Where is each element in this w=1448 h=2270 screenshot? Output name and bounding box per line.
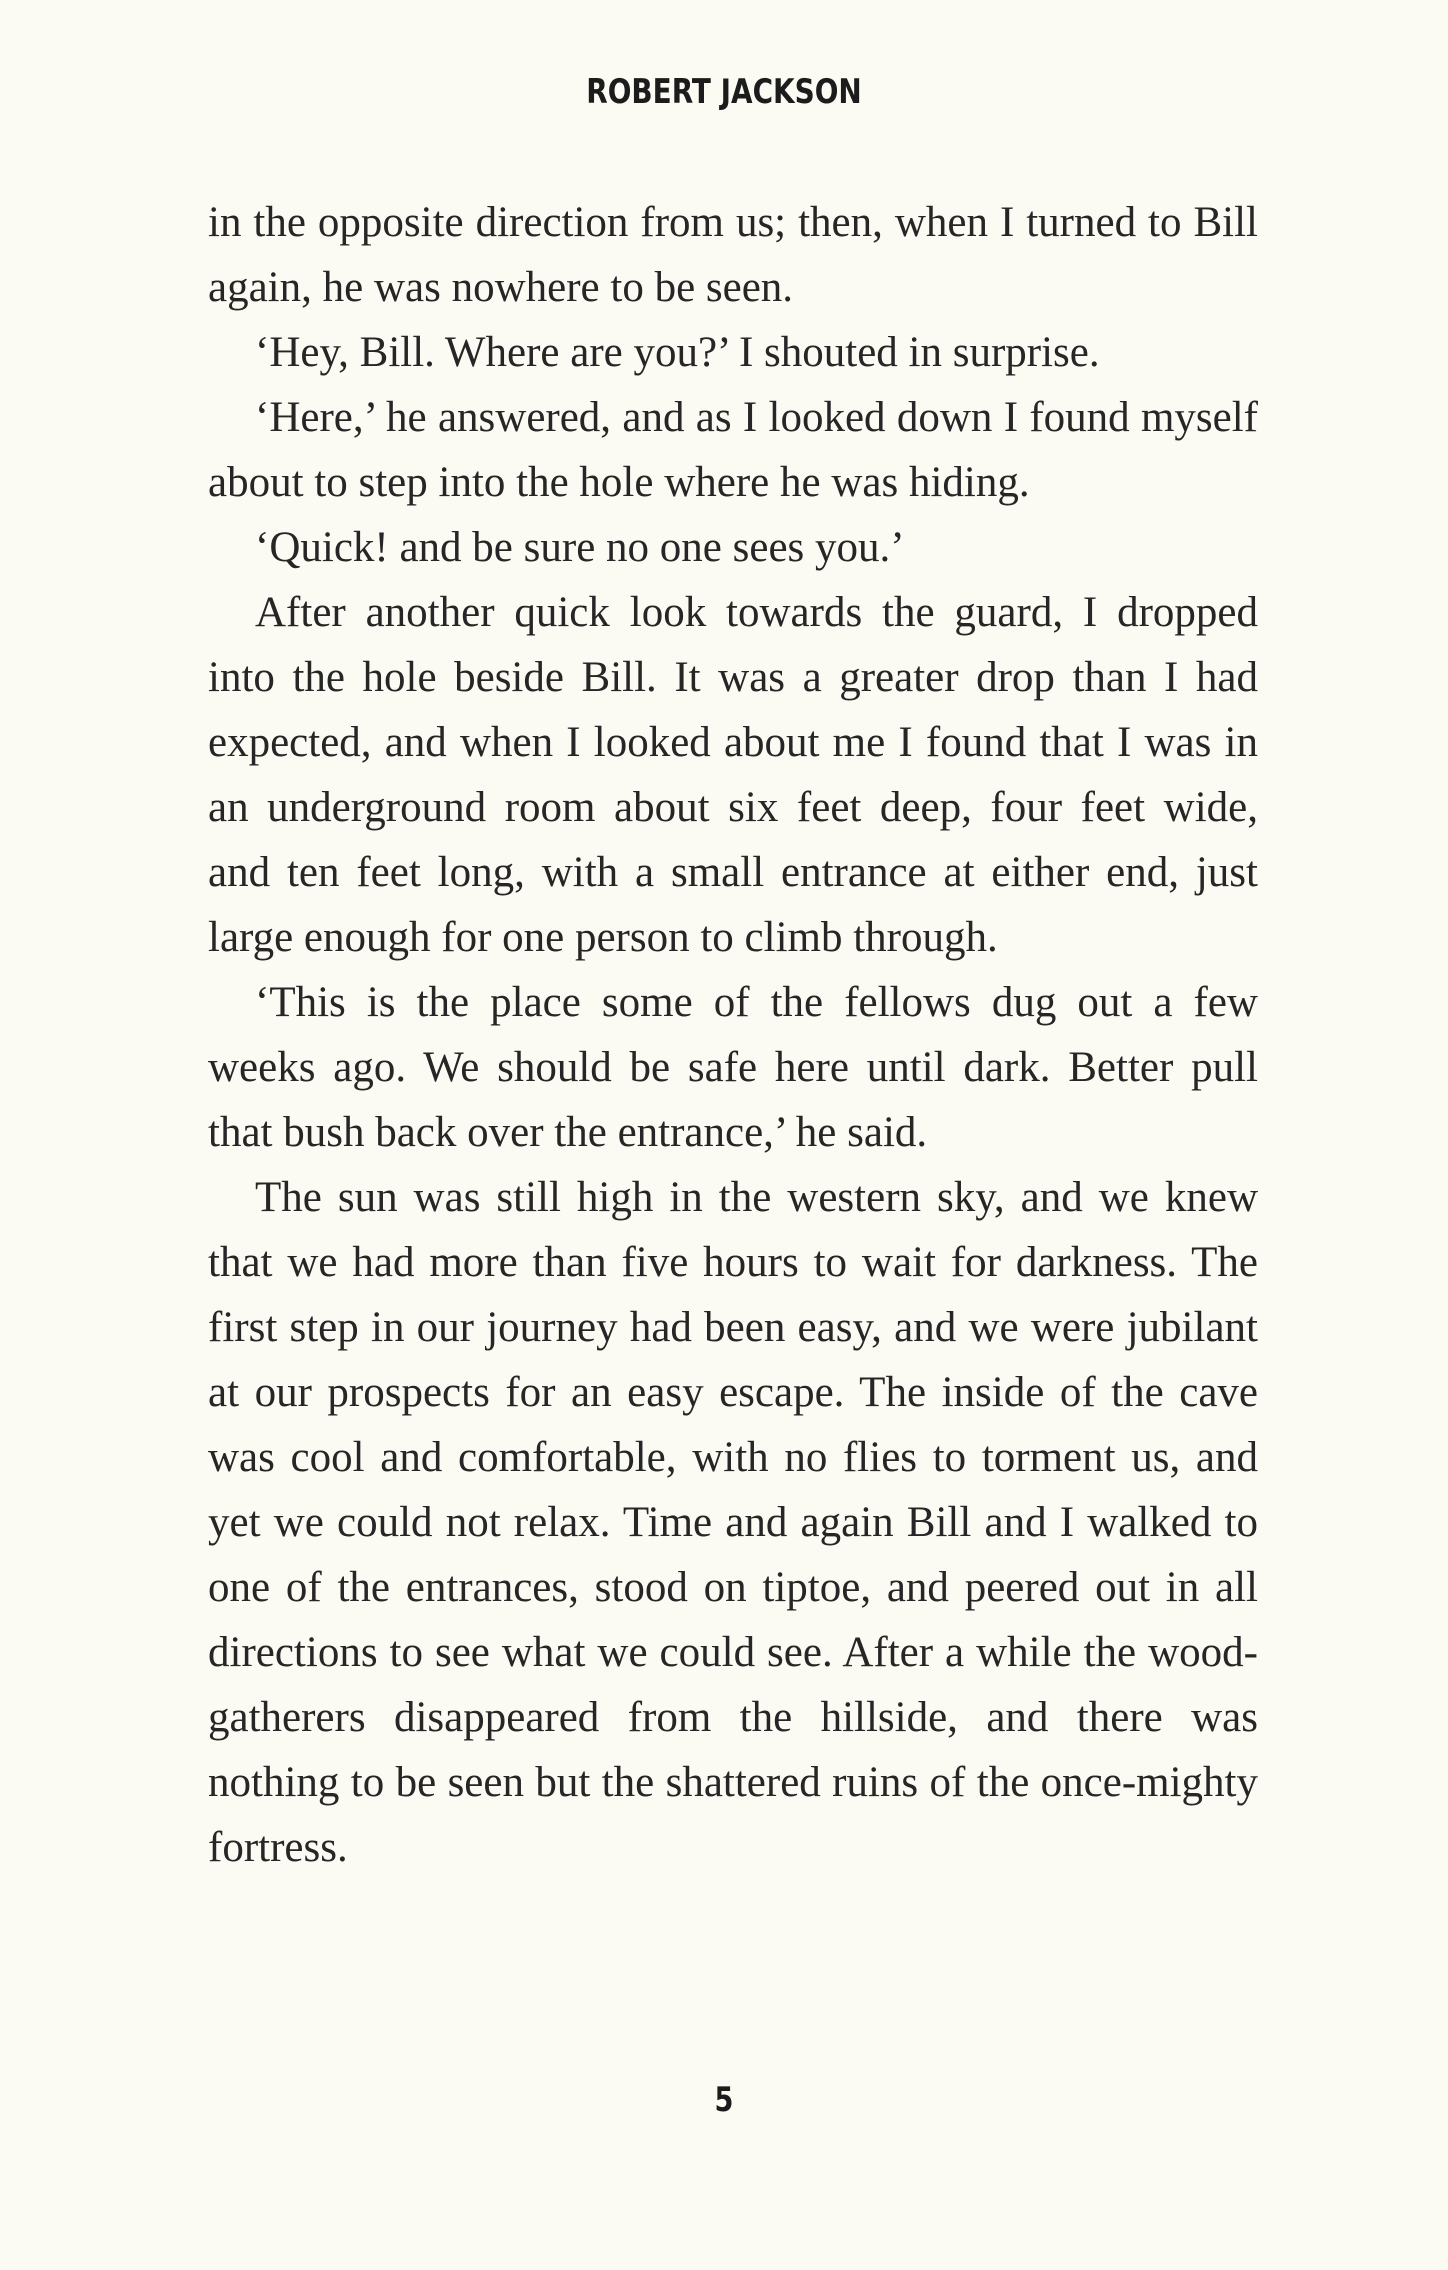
paragraph-1: in the opposite direction from us; then, when I turned to Bill again, he was nowhere to be seen. — [208, 199, 1258, 311]
paragraph-7: The sun was still high in the western sky, and we knew that we had more than five hours to wait for darkness. The first step in our journey had been easy, and we were jubilant at our prospects for an easy escape. The inside of the cave was cool and comfortable, with no flies to torment us, and yet we could not relax. Time and again Bill and I walked to one of the entrances, stood on tiptoe, and peered out in all directions to see what we could see. After a while the wood-gatherers disappeared from the hillside, and there was nothing to be seen but the shattered ruins of the once-mighty fortress. — [208, 1174, 1258, 1871]
body-text — [208, 190, 1258, 1880]
running-head: ROBERT JACKSON — [586, 72, 862, 112]
paragraph-5: After another quick look towards the guard, I dropped into the hole beside Bill. It was a greater drop than I had expected, and when I looked about me I found that I was in an underground room about six feet deep, four feet wide, and ten feet long, with a small entrance at either end, just large enough for one person to climb through. — [208, 589, 1258, 961]
paragraph-2: ‘Hey, Bill. Where are you?’ I shouted in surprise. — [255, 329, 1100, 376]
page-number: 5 — [714, 2080, 734, 2120]
paragraph-6: ‘This is the place some of the fellows dug out a few weeks ago. We should be safe here until dark. Better pull that bush back over the entrance,’ he said. — [208, 979, 1258, 1156]
paragraph-4: ‘Quick! and be sure no one sees you.’ — [255, 524, 905, 571]
paragraph-3: ‘Here,’ he answered, and as I looked down I found myself about to step into the hole where he was hiding. — [208, 394, 1258, 506]
